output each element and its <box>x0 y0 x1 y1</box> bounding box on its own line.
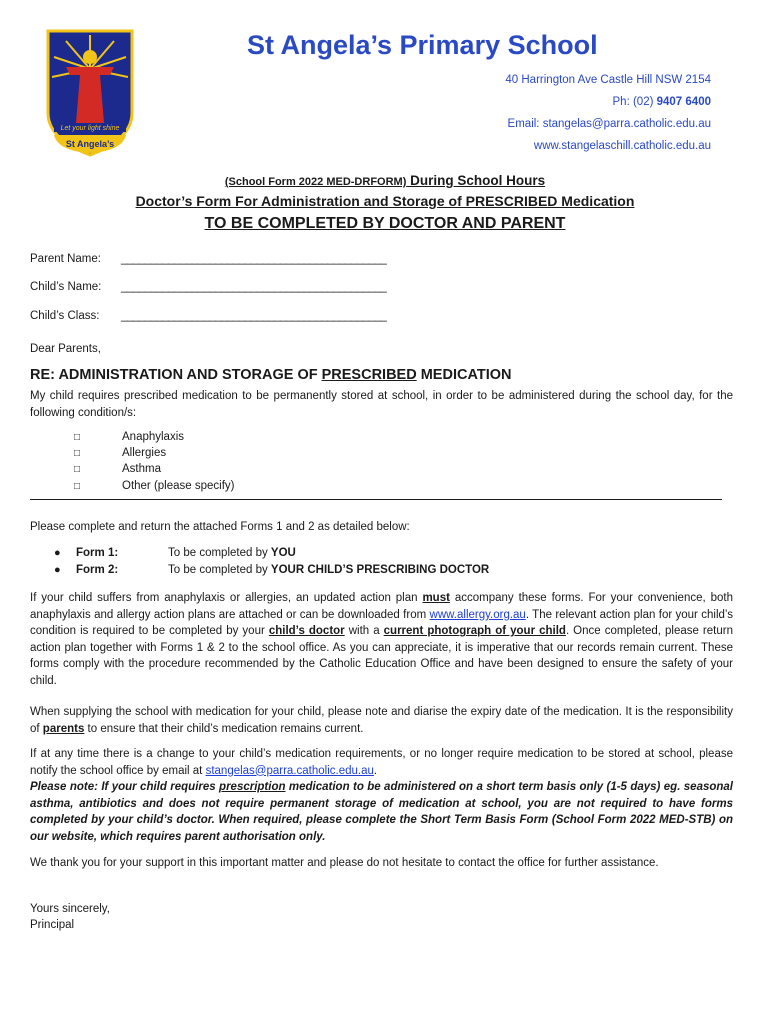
short-term-note: Please note: If your child requires prescription medication to be administered on a short term basis only (1-5 days) eg. seasonal asthma, antibiotics and does not require permanent storage of medication at school, you are not required to have forms completed by your child’s doctor. When required, please complete the Short Term Basis Form (School Form 2022 MED-STB) on our website, which requires parent authorisation only. <box>30 781 733 843</box>
school-address: 40 Harrington Ave Castle Hill NSW 2154 <box>505 74 711 86</box>
checkbox-allergies[interactable]: □ <box>74 448 81 459</box>
closing-paragraph: We thank you for your support in this important matter and please do not hesitate to contact the office for further assistance. <box>30 857 659 869</box>
instruction-heading: TO BE COMPLETED BY DOCTOR AND PARENT <box>204 215 566 232</box>
child-name-line[interactable]: _____________________________________________ <box>121 281 387 293</box>
checkbox-asthma[interactable]: □ <box>74 464 81 475</box>
child-name-label: Child’s Name: <box>30 281 102 293</box>
form1-label: Form 1: <box>76 547 119 559</box>
other-specify-line[interactable] <box>30 499 722 500</box>
change-paragraph: If at any time there is a change to your child’s medication requirements, or no longer require medication to be stored at school, please notify the school office by email at stangelas@parra.catholic.edu.au. <box>30 748 733 777</box>
condition-asthma: Asthma <box>122 463 161 475</box>
signoff-line: Yours sincerely, <box>30 903 110 915</box>
school-name: St Angela’s Primary School <box>247 30 598 60</box>
child-class-line[interactable]: _____________________________________________ <box>121 310 387 322</box>
email-link[interactable]: stangelas@parra.catholic.edu.au <box>205 764 374 777</box>
form2-label: Form 2: <box>76 564 119 576</box>
expiry-paragraph: When supplying the school with medication for your child, please note and diarise the expiry date of the medication. It is the responsibility of parents to ensure that their child’s medication remains current. <box>30 706 733 735</box>
form-name-heading: Doctor’s Form For Administration and Storage of PRESCRIBED Medication <box>135 193 635 209</box>
intro-paragraph: My child requires prescribed medication to be permanently stored at school, in order to be administered during the school day, for the following condition/s: <box>30 390 733 419</box>
condition-other: Other (please specify) <box>122 480 235 492</box>
school-phone: Ph: (02) 9407 6400 <box>612 96 711 108</box>
parent-name-label: Parent Name: <box>30 253 101 265</box>
bullet-icon: ● <box>54 564 61 576</box>
logo-name: St Angela’s <box>65 139 115 149</box>
action-plan-paragraph: If your child suffers from anaphylaxis or allergies, an updated action plan must accompany these forms. For your convenience, both anaphylaxis and allergy action plans are attached or can be downloaded from www.allergy.org.au. The relevant action plan for your child’s condition is required to be completed by your child’s doctor with a current photograph of your child. Once completed, please return action plan together with Forms 1 & 2 to the school office. As you can appreciate, it is imperative that our records remain current. These forms comply with the procedure recommended by the Catholic Education Office and have been designed to ensure the safety of your child. <box>30 592 733 687</box>
form2-text: To be completed by YOUR CHILD’S PRESCRIBING DOCTOR <box>168 564 490 576</box>
salutation: Dear Parents, <box>30 343 101 355</box>
condition-anaphylaxis: Anaphylaxis <box>122 431 185 443</box>
allergy-link[interactable]: www.allergy.org.au <box>429 608 526 621</box>
form1-text: To be completed by YOU <box>168 547 296 559</box>
checkbox-other[interactable]: □ <box>74 481 81 492</box>
child-class-label: Child’s Class: <box>30 310 100 322</box>
form-code-heading: (School Form 2022 MED-DRFORM) During School Hours <box>224 173 546 188</box>
signoff-title: Principal <box>30 919 75 931</box>
school-website: www.stangelaschill.catholic.edu.au <box>533 140 711 152</box>
re-heading: RE: ADMINISTRATION AND STORAGE OF PRESCRIBED MEDICATION <box>30 367 512 383</box>
parent-name-line[interactable]: _____________________________________________ <box>121 253 387 265</box>
school-logo <box>44 27 136 157</box>
complete-note: Please complete and return the attached Forms 1 and 2 as detailed below: <box>30 521 410 533</box>
bullet-icon: ● <box>54 547 61 559</box>
condition-allergies: Allergies <box>122 447 167 459</box>
logo-motto: Let your light shine <box>60 125 120 132</box>
school-email: Email: stangelas@parra.catholic.edu.au <box>507 118 711 130</box>
checkbox-anaphylaxis[interactable]: □ <box>74 432 81 443</box>
